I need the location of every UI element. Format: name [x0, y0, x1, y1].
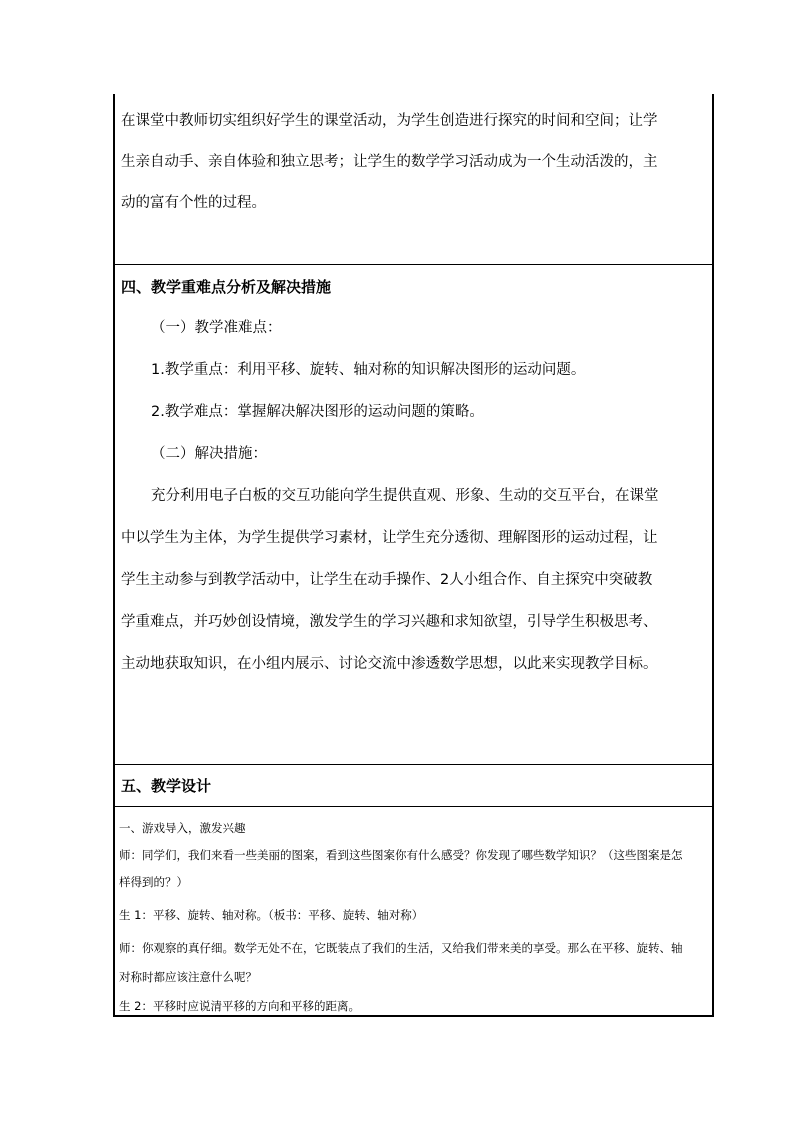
section4-measures-line-2: 中以学生为主体，为学生提供学习素材，让学生充分透彻、理解图形的运动过程，让 — [121, 530, 658, 546]
section5-line-3: 样得到的？） — [119, 875, 188, 889]
section4-difficult-point: 2.教学难点：掌握解决解决图形的运动问题的策略。 — [151, 404, 484, 420]
section5-line-5: 师：你观察的真仔细。数学无处不在，它既装点了我们的生活，又给我们带来美的享受。那么在平移、旋转、轴 — [119, 941, 683, 955]
section4-measures-line-4: 学重难点，并巧妙创设情境，激发学生的学习兴趣和求知欲望，引导学生积极思考、 — [121, 614, 658, 630]
section5-line-4: 生 1：平移、旋转、轴对称。（板书：平移、旋转、轴对称） — [119, 908, 424, 922]
section5-line-7: 生 2：平移时应说清平移的方向和平移的距离。 — [119, 999, 360, 1013]
row-divider — [115, 764, 712, 765]
section3-line-1: 在课堂中教师切实组织好学生的课堂活动，为学生创造进行探究的时间和空间；让学 — [121, 113, 658, 129]
section3-line-3: 动的富有个性的过程。 — [121, 195, 266, 211]
section3-line-2: 生亲自动手、亲自体验和独立思考；让学生的数学学习活动成为一个生动活泼的，主 — [121, 154, 658, 170]
section4-heading: 四、教学重难点分析及解决措施 — [121, 278, 332, 296]
section4-measures-line-5: 主动地获取知识，在小组内展示、讨论交流中渗透数学思想，以此来实现教学目标。 — [121, 656, 658, 672]
section5-line-6: 对称时都应该注意什么呢？ — [119, 970, 257, 984]
section5-line-1: 一、游戏导入，激发兴趣 — [119, 821, 246, 835]
row-divider — [115, 806, 712, 807]
section4-key-point: 1.教学重点：利用平移、旋转、轴对称的知识解决图形的运动问题。 — [151, 362, 586, 378]
row-divider — [115, 264, 712, 265]
section4-measures-line-3: 学生主动参与到教学活动中，让学生在动手操作、2人小组合作、自主探究中突破教 — [121, 572, 653, 588]
lesson-plan-table — [113, 94, 714, 1017]
section4-measures-line-1: 充分利用电子白板的交互功能向学生提供直观、形象、生动的交互平台，在课堂 — [151, 488, 659, 504]
section5-line-2: 师：同学们，我们来看一些美丽的图案，看到这些图案你有什么感受？你发现了哪些数学知识？（这些图案是怎 — [119, 848, 683, 862]
section4-subheading-2: （二）解决措施： — [151, 446, 267, 462]
section4-subheading-1: （一）教学准难点： — [151, 320, 282, 336]
section5-heading: 五、教学设计 — [121, 777, 212, 795]
